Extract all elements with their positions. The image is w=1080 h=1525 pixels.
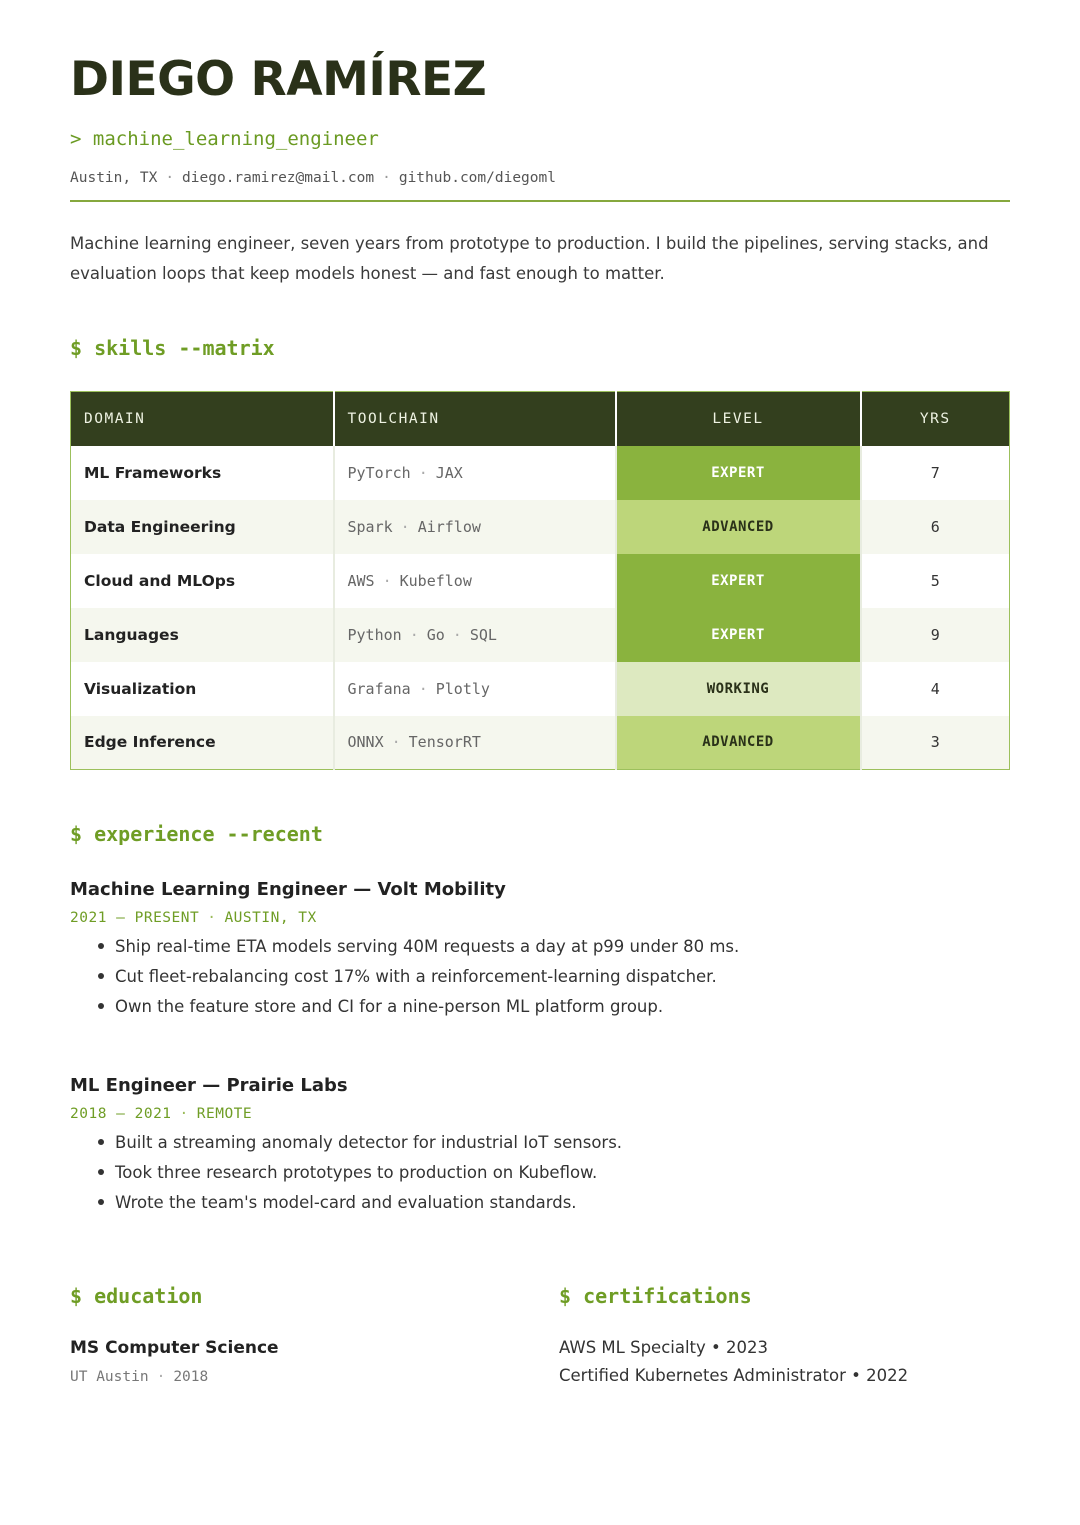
column-header-level: LEVEL: [616, 392, 861, 446]
tool-name: TensorRT: [408, 733, 481, 752]
tool-name: AWS: [347, 571, 375, 590]
skills-table-body: [71, 446, 1010, 770]
education-heading: $ education: [70, 1284, 203, 1308]
job-title-line: > machine_learning_engineer: [70, 128, 379, 150]
tool-separator: ·: [452, 625, 462, 644]
table-row: [71, 716, 1010, 770]
job-dates: 2021 – PRESENT: [70, 910, 200, 926]
contact-location: Austin, TX: [70, 170, 158, 186]
tool-name: Kubeflow: [399, 571, 472, 590]
skill-toolchain: [334, 554, 616, 608]
certification-item: Certified Kubernetes Administrator • 2022: [559, 1366, 909, 1385]
skill-domain: Cloud and MLOps: [71, 554, 334, 608]
skill-toolchain: [334, 716, 616, 770]
skill-years: 6: [861, 500, 1010, 554]
list-item: Took three research prototypes to production on Kubeflow.: [98, 1158, 622, 1188]
meta-separator: ·: [179, 1106, 189, 1122]
skill-level-badge: EXPERT: [616, 446, 861, 500]
skill-level-badge: ADVANCED: [616, 716, 861, 770]
skill-domain: Edge Inference: [71, 716, 334, 770]
tool-name: Grafana: [347, 679, 411, 698]
education-year: 2018: [173, 1369, 209, 1385]
tool-separator: ·: [418, 463, 428, 482]
table-row: [71, 608, 1010, 662]
certification-item: AWS ML Specialty • 2023: [559, 1338, 768, 1357]
tool-separator: ·: [382, 571, 392, 590]
skill-domain: ML Frameworks: [71, 446, 334, 500]
summary-paragraph: Machine learning engineer, seven years from prototype to production. I build the pipelines, serving stacks, and evaluation loops that keep models honest — and fast enough to matter.: [70, 234, 989, 283]
skill-toolchain: [334, 500, 616, 554]
table-row: [71, 554, 1010, 608]
list-item: Wrote the team's model-card and evaluation standards.: [98, 1188, 622, 1218]
job-location: REMOTE: [196, 1106, 253, 1122]
skill-level-badge: WORKING: [616, 662, 861, 716]
list-item: Own the feature store and CI for a nine-person ML platform group.: [98, 992, 739, 1022]
header-divider: [70, 200, 1010, 202]
skill-level-badge: EXPERT: [616, 554, 861, 608]
skill-domain: Data Engineering: [71, 500, 334, 554]
job-title: Machine Learning Engineer — Volt Mobility: [70, 879, 506, 900]
job-bullets: [98, 932, 739, 1022]
tool-separator: ·: [418, 679, 428, 698]
tool-name: JAX: [435, 463, 463, 482]
table-row: [71, 500, 1010, 554]
tool-name: SQL: [469, 625, 497, 644]
column-header-domain: DOMAIN: [71, 392, 334, 446]
job-meta: [70, 1106, 252, 1122]
table-row: [71, 662, 1010, 716]
skills-matrix-table: [70, 391, 1010, 770]
tool-separator: ·: [409, 625, 419, 644]
contact-separator: ·: [382, 170, 391, 186]
contact-line: [70, 170, 556, 186]
skill-toolchain: [334, 608, 616, 662]
job-meta: [70, 910, 317, 926]
skill-years: 5: [930, 571, 940, 590]
skill-years: 3: [861, 716, 1010, 770]
contact-github[interactable]: github.com/diegoml: [398, 170, 556, 186]
skills-heading: $ skills --matrix: [70, 336, 275, 360]
tool-name: Python: [347, 625, 402, 644]
table-row: [71, 446, 1010, 500]
contact-separator: ·: [165, 170, 175, 186]
list-item: Built a streaming anomaly detector for industrial IoT sensors.: [98, 1128, 622, 1158]
skill-domain: Visualization: [71, 662, 334, 716]
experience-heading: $ experience --recent: [70, 822, 323, 846]
education-school: UT Austin: [70, 1369, 149, 1385]
education-degree: MS Computer Science: [70, 1338, 279, 1358]
tool-name: Spark: [347, 517, 393, 536]
tool-name: ONNX: [347, 733, 384, 752]
tool-name: Airflow: [417, 517, 481, 536]
skill-toolchain: [334, 446, 616, 500]
education-meta: [70, 1369, 208, 1385]
meta-separator: ·: [156, 1369, 166, 1385]
meta-separator: ·: [207, 910, 217, 926]
list-item: Cut fleet-rebalancing cost 17% with a reinforcement-learning dispatcher.: [98, 962, 739, 992]
job-title: ML Engineer — Prairie Labs: [70, 1075, 348, 1096]
tool-name: Plotly: [435, 679, 490, 698]
tool-separator: ·: [400, 517, 410, 536]
skill-toolchain: [334, 662, 616, 716]
job-dates: 2018 – 2021: [70, 1106, 172, 1122]
column-header-toolchain: TOOLCHAIN: [334, 392, 616, 446]
skill-years: 7: [930, 463, 940, 482]
skill-level-badge: ADVANCED: [616, 500, 861, 554]
skill-domain: Languages: [71, 608, 334, 662]
candidate-name: DIEGO RAMÍREZ: [70, 52, 487, 107]
skill-years: 4: [930, 679, 940, 698]
table-header-row: [71, 392, 1010, 446]
column-header-yrs: YRS: [861, 392, 1010, 446]
skill-years: 9: [861, 608, 1010, 662]
tool-name: Go: [426, 625, 445, 644]
tool-separator: ·: [391, 733, 401, 752]
skill-level-badge: EXPERT: [616, 608, 861, 662]
job-bullets: [98, 1128, 622, 1218]
job-location: AUSTIN, TX: [224, 910, 317, 926]
certifications-heading: $ certifications: [559, 1284, 752, 1308]
contact-email[interactable]: diego.ramirez@mail.com: [182, 170, 375, 186]
list-item: Ship real-time ETA models serving 40M requests a day at p99 under 80 ms.: [98, 932, 739, 962]
tool-name: PyTorch: [347, 463, 411, 482]
